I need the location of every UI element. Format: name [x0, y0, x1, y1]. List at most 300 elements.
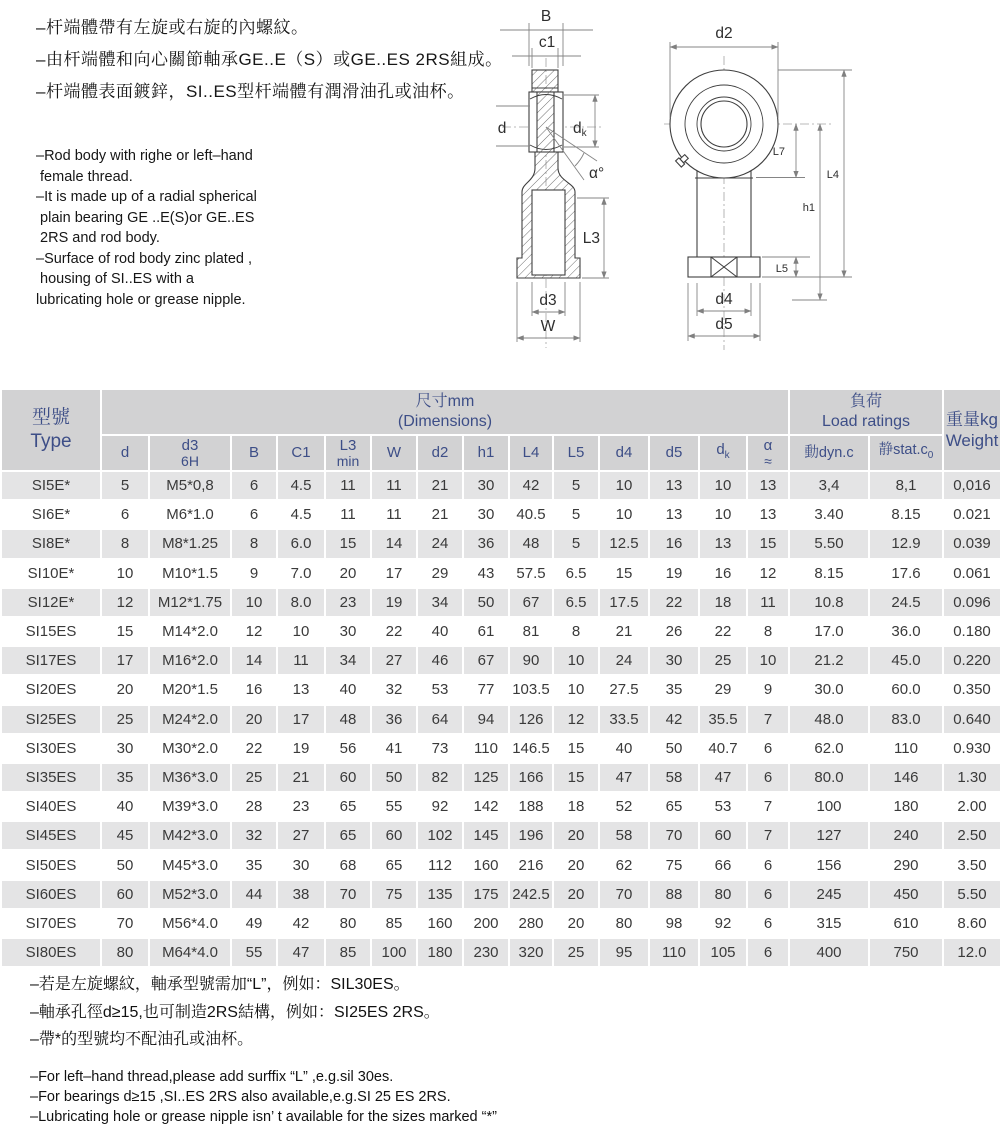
value-cell: 66 [699, 850, 747, 879]
value-cell: 24 [417, 529, 463, 558]
value-cell: 10 [747, 646, 789, 675]
value-cell: 5.50 [943, 880, 1000, 909]
value-cell: 126 [509, 705, 553, 734]
value-cell: 25 [101, 705, 149, 734]
column-group-load-ratings: 負荷 Load ratings [789, 389, 943, 435]
table-row [1, 588, 1000, 617]
label-alpha: α° [589, 165, 605, 182]
value-cell: 15 [747, 529, 789, 558]
value-cell: 40 [325, 675, 371, 704]
type-cell: SI20ES [1, 675, 101, 704]
table-row [1, 617, 1000, 646]
value-cell: 17 [277, 705, 325, 734]
value-cell: 28 [231, 792, 277, 821]
note-en-line: –Lubricating hole or grease nipple isn’ t available for the sizes marked “*” [30, 1109, 497, 1125]
value-cell: 6.0 [277, 529, 325, 558]
value-cell: 610 [869, 909, 943, 938]
value-cell: 315 [789, 909, 869, 938]
value-cell: M64*4.0 [149, 938, 231, 967]
value-cell: 0,016 [943, 471, 1000, 500]
value-cell: M16*2.0 [149, 646, 231, 675]
value-cell: 47 [699, 763, 747, 792]
value-cell: M39*3.0 [149, 792, 231, 821]
type-cell: SI10E* [1, 559, 101, 588]
value-cell: 2.50 [943, 821, 1000, 850]
value-cell: 105 [699, 938, 747, 967]
value-cell: 135 [417, 880, 463, 909]
value-cell: 188 [509, 792, 553, 821]
value-cell: 20 [553, 880, 599, 909]
value-cell: 156 [789, 850, 869, 879]
value-cell: 21 [599, 617, 649, 646]
value-cell: 30 [649, 646, 699, 675]
value-cell: 61 [463, 617, 509, 646]
column-header-d: d [101, 435, 149, 471]
column-header-statc0: 静$stat.c_0$ [869, 435, 943, 471]
column-header-B: B [231, 435, 277, 471]
value-cell: 6 [747, 850, 789, 879]
value-cell: 103.5 [509, 675, 553, 704]
side-view-drawing [496, 8, 609, 348]
value-cell: 19 [277, 734, 325, 763]
value-cell: 110 [869, 734, 943, 763]
value-cell: 56 [325, 734, 371, 763]
value-cell: 16 [649, 529, 699, 558]
value-cell: 35 [231, 850, 277, 879]
value-cell: 24.5 [869, 588, 943, 617]
value-cell: 17 [101, 646, 149, 675]
value-cell: 5 [101, 471, 149, 500]
value-cell: 9 [747, 675, 789, 704]
value-cell: 50 [101, 850, 149, 879]
value-cell: 0.640 [943, 705, 1000, 734]
value-cell: 125 [463, 763, 509, 792]
column-header-L5: L5 [553, 435, 599, 471]
type-cell: SI45ES [1, 821, 101, 850]
value-cell: 11 [325, 500, 371, 529]
value-cell: 11 [371, 500, 417, 529]
type-cell: SI8E* [1, 529, 101, 558]
table-row [1, 909, 1000, 938]
value-cell: 29 [699, 675, 747, 704]
value-cell: 6 [101, 500, 149, 529]
value-cell: 8.0 [277, 588, 325, 617]
column-header-type: 型號 Type [1, 389, 101, 471]
value-cell: 10 [599, 471, 649, 500]
table-row [1, 675, 1000, 704]
value-cell: 22 [231, 734, 277, 763]
value-cell: 146.5 [509, 734, 553, 763]
value-cell: 166 [509, 763, 553, 792]
value-cell: 34 [417, 588, 463, 617]
label-B: B [540, 8, 552, 25]
value-cell: 60 [699, 821, 747, 850]
table-row [1, 763, 1000, 792]
table-row [1, 500, 1000, 529]
value-cell: 6 [747, 763, 789, 792]
value-cell: 80.0 [789, 763, 869, 792]
value-cell: 17 [371, 559, 417, 588]
value-cell: M5*0,8 [149, 471, 231, 500]
value-cell: M24*2.0 [149, 705, 231, 734]
value-cell: 45 [101, 821, 149, 850]
value-cell: 10 [277, 617, 325, 646]
value-cell: 8 [231, 529, 277, 558]
intro-zh-line: –由杆端體和向心關節軸承GE..E（S）或GE..ES 2RS組成。 [36, 50, 503, 69]
intro-en-line: 2RS and rod body. [36, 230, 160, 246]
value-cell: 65 [325, 792, 371, 821]
value-cell: 94 [463, 705, 509, 734]
value-cell: 13 [649, 471, 699, 500]
value-cell: 18 [699, 588, 747, 617]
value-cell: 50 [371, 763, 417, 792]
table-row [1, 705, 1000, 734]
value-cell: 14 [371, 529, 417, 558]
value-cell: 0.039 [943, 529, 1000, 558]
value-cell: 21 [417, 471, 463, 500]
value-cell: 36 [463, 529, 509, 558]
value-cell: 88 [649, 880, 699, 909]
table-row [1, 880, 1000, 909]
value-cell: 5 [553, 471, 599, 500]
value-cell: 10 [101, 559, 149, 588]
intro-english [36, 146, 257, 310]
value-cell: 21 [417, 500, 463, 529]
intro-en-line: –Rod body with righe or left–hand [36, 148, 253, 164]
value-cell: 42 [649, 705, 699, 734]
value-cell: 13 [699, 529, 747, 558]
value-cell: 85 [325, 938, 371, 967]
value-cell: 90 [509, 646, 553, 675]
value-cell: 15 [553, 763, 599, 792]
note-zh-line: –若是左旋螺紋，軸承型號需加“L”，例如：SIL30ES。 [30, 976, 410, 993]
value-cell: 3.50 [943, 850, 1000, 879]
value-cell: 21.2 [789, 646, 869, 675]
value-cell: 44 [231, 880, 277, 909]
intro-en-line: –Surface of rod body zinc plated , [36, 250, 253, 267]
column-header-α≈: α ≈ [747, 435, 789, 471]
label-d5: d5 [715, 316, 733, 333]
value-cell: 19 [649, 559, 699, 588]
value-cell: 20 [101, 675, 149, 704]
value-cell: 15 [325, 529, 371, 558]
intro-en-line: plain bearing GE ..E(S)or GE..ES [36, 209, 255, 226]
value-cell: 70 [599, 880, 649, 909]
value-cell: 160 [417, 909, 463, 938]
value-cell: M30*2.0 [149, 734, 231, 763]
value-cell: 67 [509, 588, 553, 617]
value-cell: 83.0 [869, 705, 943, 734]
value-cell: 8 [553, 617, 599, 646]
value-cell: 48 [509, 529, 553, 558]
value-cell: 180 [417, 938, 463, 967]
value-cell: 25 [699, 646, 747, 675]
value-cell: 40 [101, 792, 149, 821]
value-cell: 80 [325, 909, 371, 938]
value-cell: 8.15 [869, 500, 943, 529]
value-cell: 30 [325, 617, 371, 646]
value-cell: 43 [463, 559, 509, 588]
column-header-d36H: d3 6H [149, 435, 231, 471]
value-cell: 25 [553, 938, 599, 967]
value-cell: 20 [325, 559, 371, 588]
value-cell: M12*1.75 [149, 588, 231, 617]
label-L3: L3 [582, 230, 600, 247]
type-cell: SI6E* [1, 500, 101, 529]
note-zh-line: –軸承孔徑d≥15,也可制造2RS結構，例如：SI25ES 2RS。 [30, 1003, 440, 1021]
value-cell: 58 [599, 821, 649, 850]
column-header-W: W [371, 435, 417, 471]
value-cell: 27.5 [599, 675, 649, 704]
value-cell: 77 [463, 675, 509, 704]
type-cell: SI17ES [1, 646, 101, 675]
table-row [1, 646, 1000, 675]
intro-chinese [36, 12, 503, 108]
value-cell: 70 [325, 880, 371, 909]
value-cell: 58 [649, 763, 699, 792]
type-cell: SI12E* [1, 588, 101, 617]
value-cell: 32 [371, 675, 417, 704]
value-cell: 30 [101, 734, 149, 763]
value-cell: 196 [509, 821, 553, 850]
value-cell: 8.60 [943, 909, 1000, 938]
value-cell: M42*3.0 [149, 821, 231, 850]
intro-en-line: –It is made up of a radial spherical [36, 189, 257, 205]
value-cell: M45*3.0 [149, 850, 231, 879]
value-cell: 216 [509, 850, 553, 879]
value-cell: 15 [101, 617, 149, 646]
value-cell: 70 [101, 909, 149, 938]
value-cell: 55 [231, 938, 277, 967]
value-cell: 110 [463, 734, 509, 763]
value-cell: 50 [463, 588, 509, 617]
value-cell: 40.7 [699, 734, 747, 763]
value-cell: 12 [553, 705, 599, 734]
value-cell: 48.0 [789, 705, 869, 734]
value-cell: M6*1.0 [149, 500, 231, 529]
note-en-line: –For left–hand thread,please add surffix “L” ,e.g.sil 30es. [30, 1069, 394, 1085]
value-cell: 450 [869, 880, 943, 909]
value-cell: 64 [417, 705, 463, 734]
value-cell: 40.5 [509, 500, 553, 529]
value-cell: 0.180 [943, 617, 1000, 646]
value-cell: 35.5 [699, 705, 747, 734]
value-cell: 7 [747, 705, 789, 734]
intro-en-line: lubricating hole or grease nipple. [36, 291, 246, 308]
value-cell: 19 [371, 588, 417, 617]
value-cell: 75 [371, 880, 417, 909]
table-row [1, 821, 1000, 850]
label-d4: d4 [715, 291, 733, 308]
value-cell: 320 [509, 938, 553, 967]
value-cell: 5.50 [789, 529, 869, 558]
value-cell: M36*3.0 [149, 763, 231, 792]
value-cell: 48 [325, 705, 371, 734]
value-cell: M14*2.0 [149, 617, 231, 646]
intro-en-line: housing of SI..ES with a [36, 271, 194, 287]
value-cell: 8 [747, 617, 789, 646]
column-header-dync: 動dyn.c [789, 435, 869, 471]
value-cell: 17.0 [789, 617, 869, 646]
type-cell: SI60ES [1, 880, 101, 909]
value-cell: 20 [231, 705, 277, 734]
value-cell: 240 [869, 821, 943, 850]
value-cell: 38 [277, 880, 325, 909]
value-cell: 29 [417, 559, 463, 588]
value-cell: 52 [599, 792, 649, 821]
value-cell: 12 [231, 617, 277, 646]
value-cell: 10.8 [789, 588, 869, 617]
value-cell: 30 [463, 500, 509, 529]
value-cell: 7 [747, 821, 789, 850]
value-cell: 102 [417, 821, 463, 850]
value-cell: 1.30 [943, 763, 1000, 792]
value-cell: 10 [699, 471, 747, 500]
value-cell: 8.15 [789, 559, 869, 588]
value-cell: 127 [789, 821, 869, 850]
value-cell: 20 [553, 850, 599, 879]
value-cell: 95 [599, 938, 649, 967]
label-h1: h1 [802, 202, 815, 214]
value-cell: 6 [747, 880, 789, 909]
value-cell: 47 [599, 763, 649, 792]
value-cell: 10 [553, 646, 599, 675]
value-cell: 6.5 [553, 588, 599, 617]
note-en-line: –For bearings d≥15 ,SI..ES 2RS also available,e.g.SI 25 ES 2RS. [30, 1089, 451, 1105]
value-cell: 5 [553, 500, 599, 529]
value-cell: 60 [101, 880, 149, 909]
value-cell: 6 [231, 471, 277, 500]
table-row [1, 938, 1000, 967]
value-cell: 27 [277, 821, 325, 850]
value-cell: 11 [371, 471, 417, 500]
label-d3: d3 [539, 292, 557, 309]
value-cell: 0.096 [943, 588, 1000, 617]
value-cell: 242.5 [509, 880, 553, 909]
value-cell: 145 [463, 821, 509, 850]
value-cell: 0.930 [943, 734, 1000, 763]
value-cell: 42 [277, 909, 325, 938]
value-cell: 60 [371, 821, 417, 850]
value-cell: 27 [371, 646, 417, 675]
intro-zh-line: –杆端體帶有左旋或右旋的內螺紋。 [36, 18, 309, 37]
value-cell: 12.5 [599, 529, 649, 558]
value-cell: 110 [649, 938, 699, 967]
value-cell: 68 [325, 850, 371, 879]
value-cell: 14 [231, 646, 277, 675]
value-cell: M8*1.25 [149, 529, 231, 558]
value-cell: 46 [417, 646, 463, 675]
value-cell: 13 [277, 675, 325, 704]
value-cell: 12.0 [943, 938, 1000, 967]
value-cell: 25 [231, 763, 277, 792]
value-cell: 15 [553, 734, 599, 763]
column-header-L4: L4 [509, 435, 553, 471]
value-cell: 0.350 [943, 675, 1000, 704]
value-cell: 12 [747, 559, 789, 588]
value-cell: 53 [699, 792, 747, 821]
value-cell: 10 [231, 588, 277, 617]
value-cell: 6 [231, 500, 277, 529]
value-cell: 16 [231, 675, 277, 704]
value-cell: 53 [417, 675, 463, 704]
value-cell: 400 [789, 938, 869, 967]
type-cell: SI35ES [1, 763, 101, 792]
value-cell: 45.0 [869, 646, 943, 675]
value-cell: 7 [747, 792, 789, 821]
value-cell: 65 [371, 850, 417, 879]
value-cell: 62 [599, 850, 649, 879]
value-cell: 17.5 [599, 588, 649, 617]
notes-english [30, 1067, 497, 1127]
type-cell: SI15ES [1, 617, 101, 646]
front-view-drawing [664, 25, 852, 350]
value-cell: 70 [649, 821, 699, 850]
label-L7: L7 [772, 146, 785, 158]
value-cell: 81 [509, 617, 553, 646]
value-cell: 20 [553, 909, 599, 938]
value-cell: 4.5 [277, 471, 325, 500]
value-cell: 12 [101, 588, 149, 617]
value-cell: 65 [325, 821, 371, 850]
table-row [1, 559, 1000, 588]
value-cell: 98 [649, 909, 699, 938]
value-cell: 17.6 [869, 559, 943, 588]
type-cell: SI30ES [1, 734, 101, 763]
value-cell: 10 [553, 675, 599, 704]
value-cell: 10 [599, 500, 649, 529]
value-cell: 11 [747, 588, 789, 617]
value-cell: 22 [699, 617, 747, 646]
value-cell: 100 [789, 792, 869, 821]
value-cell: 11 [277, 646, 325, 675]
value-cell: 245 [789, 880, 869, 909]
intro-zh-line: –杆端體表面鍍鋅，SI..ES型杆端體有潤滑油孔或油杯。 [36, 82, 465, 101]
type-cell: SI80ES [1, 938, 101, 967]
table-row [1, 792, 1000, 821]
type-cell: SI70ES [1, 909, 101, 938]
value-cell: 92 [699, 909, 747, 938]
value-cell: 0.061 [943, 559, 1000, 588]
value-cell: 280 [509, 909, 553, 938]
value-cell: 6 [747, 938, 789, 967]
type-cell: SI25ES [1, 705, 101, 734]
value-cell: 146 [869, 763, 943, 792]
value-cell: 2.00 [943, 792, 1000, 821]
value-cell: 24 [599, 646, 649, 675]
value-cell: 32 [231, 821, 277, 850]
value-cell: 30 [463, 471, 509, 500]
value-cell: 57.5 [509, 559, 553, 588]
value-cell: 3.40 [789, 500, 869, 529]
label-c1: c1 [538, 34, 556, 51]
value-cell: 6.5 [553, 559, 599, 588]
value-cell: 36.0 [869, 617, 943, 646]
value-cell: 8,1 [869, 471, 943, 500]
value-cell: 10 [699, 500, 747, 529]
column-header-d2: d2 [417, 435, 463, 471]
value-cell: 5 [553, 529, 599, 558]
value-cell: 0.220 [943, 646, 1000, 675]
column-header-d5: d5 [649, 435, 699, 471]
value-cell: 33.5 [599, 705, 649, 734]
column-header-weight: 重量kg Weight [943, 389, 1000, 471]
value-cell: 160 [463, 850, 509, 879]
value-cell: 11 [325, 471, 371, 500]
value-cell: 6 [747, 734, 789, 763]
value-cell: 175 [463, 880, 509, 909]
value-cell: 67 [463, 646, 509, 675]
